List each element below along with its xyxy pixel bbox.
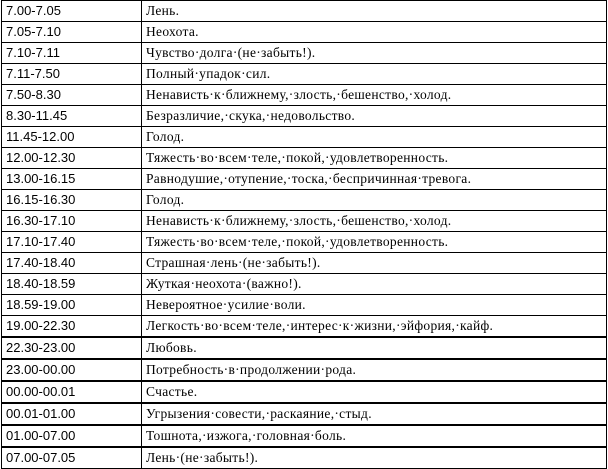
- table-row: [2, 169, 607, 190]
- state-cell: Счастье.: [142, 381, 607, 403]
- state-cell: Страшная·лень·(не·забыть!).: [142, 253, 607, 274]
- state-cell: Ненависть·к·ближнему,·злость,·бешенство,·холод.: [142, 211, 607, 232]
- time-cell: 19.00-22.30: [2, 316, 142, 338]
- time-cell: 18.40-18.59: [2, 274, 142, 295]
- table-row: [2, 253, 607, 274]
- table-row: [2, 425, 607, 447]
- state-cell: Угрызения·совести,·раскаяние,·стыд.: [142, 403, 607, 425]
- time-cell: 16.30-17.10: [2, 211, 142, 232]
- table-row: [2, 106, 607, 127]
- time-cell: 7.50-8.30: [2, 85, 142, 106]
- time-cell: 8.30-11.45: [2, 106, 142, 127]
- state-cell: Лень·(не·забыть!).: [142, 447, 607, 469]
- time-cell: 7.11-7.50: [2, 64, 142, 85]
- state-cell: Тошнота,·изжога,·головная·боль.: [142, 425, 607, 447]
- table-row: [2, 295, 607, 316]
- table-row: [2, 43, 607, 64]
- state-cell: Лень.: [142, 1, 607, 22]
- state-cell: Ненависть·к·ближнему,·злость,·бешенство,·холод.: [142, 85, 607, 106]
- table-row: [2, 359, 607, 381]
- state-cell: Тяжесть·во·всем·теле,·покой,·удовлетворенность.: [142, 148, 607, 169]
- state-cell: Невероятное·усилие·воли.: [142, 295, 607, 316]
- time-cell: 07.00-07.05: [2, 447, 142, 469]
- time-cell: 17.40-18.40: [2, 253, 142, 274]
- table-row: [2, 232, 607, 253]
- state-cell: Голод.: [142, 127, 607, 148]
- state-cell: Голод.: [142, 190, 607, 211]
- table-row: [2, 85, 607, 106]
- state-cell: Потребность·в·продолжении·рода.: [142, 359, 607, 381]
- table-row: [2, 1, 607, 22]
- table-row: [2, 127, 607, 148]
- table-row: [2, 337, 607, 359]
- state-cell: Любовь.: [142, 337, 607, 359]
- time-cell: 7.10-7.11: [2, 43, 142, 64]
- table-row: [2, 190, 607, 211]
- state-cell: Неохота.: [142, 22, 607, 43]
- time-cell: 18.59-19.00: [2, 295, 142, 316]
- state-cell: Легкость·во·всем·теле,·интерес·к·жизни,·эйфория,·кайф.: [142, 316, 607, 338]
- time-cell: 00.00-00.01: [2, 381, 142, 403]
- time-cell: 17.10-17.40: [2, 232, 142, 253]
- table-row: [2, 316, 607, 338]
- table-row: [2, 64, 607, 85]
- time-cell: 01.00-07.00: [2, 425, 142, 447]
- time-cell: 12.00-12.30: [2, 148, 142, 169]
- time-cell: 7.05-7.10: [2, 22, 142, 43]
- table-row: [2, 211, 607, 232]
- time-cell: 00.01-01.00: [2, 403, 142, 425]
- time-cell: 7.00-7.05: [2, 1, 142, 22]
- time-cell: 22.30-23.00: [2, 337, 142, 359]
- table-row: [2, 274, 607, 295]
- time-cell: 13.00-16.15: [2, 169, 142, 190]
- state-cell: Равнодушие,·отупение,·тоска,·беспричинная·тревога.: [142, 169, 607, 190]
- state-cell: Безразличие,·скука,·недовольство.: [142, 106, 607, 127]
- state-cell: Чувство·долга·(не·забыть!).: [142, 43, 607, 64]
- state-cell: Жуткая·неохота·(важно!).: [142, 274, 607, 295]
- table-row: [2, 22, 607, 43]
- time-cell: 23.00-00.00: [2, 359, 142, 381]
- state-cell: Полный·упадок·сил.: [142, 64, 607, 85]
- state-cell: Тяжесть·во·всем·теле,·покой,·удовлетворенность.: [142, 232, 607, 253]
- time-cell: 16.15-16.30: [2, 190, 142, 211]
- table-row: [2, 148, 607, 169]
- time-cell: 11.45-12.00: [2, 127, 142, 148]
- table-row: [2, 403, 607, 425]
- table-row: [2, 447, 607, 469]
- schedule-table: [1, 0, 607, 469]
- table-row: [2, 381, 607, 403]
